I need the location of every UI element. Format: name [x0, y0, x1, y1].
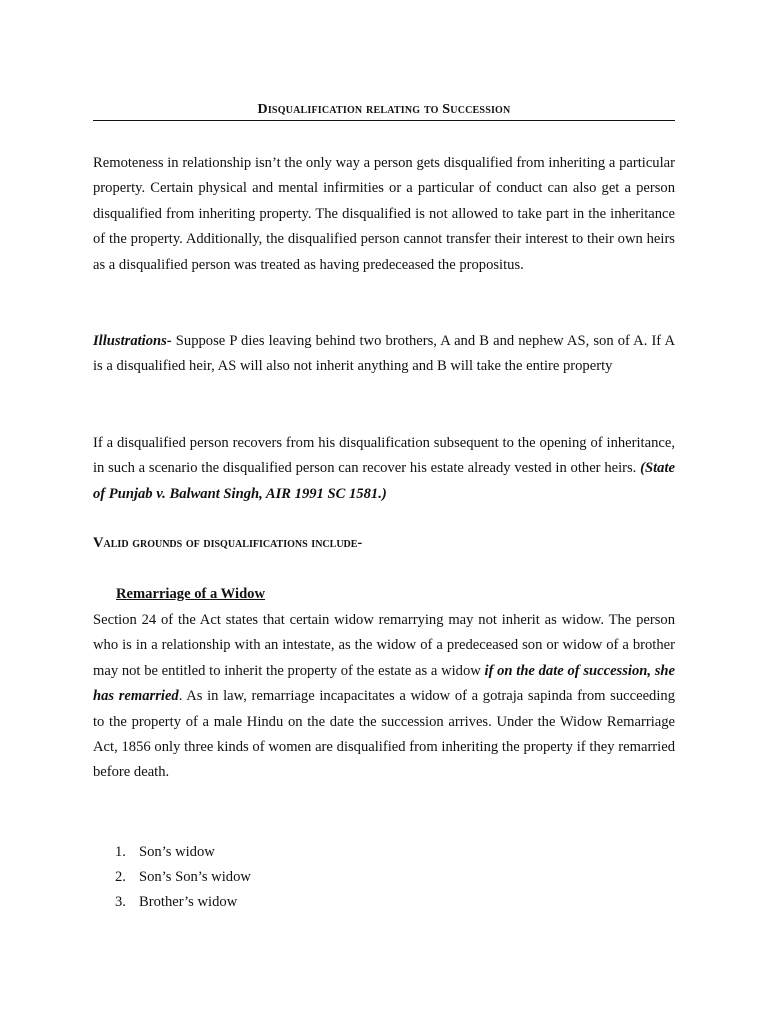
title-underline-rule	[93, 120, 675, 121]
case-citation: (State of Punjab v. Balwant Singh, AIR 1991 SC 1581.)	[93, 460, 675, 502]
illustration-label: Illustrations-	[93, 333, 172, 349]
list-item-text: Son’s widow	[139, 844, 215, 860]
list-item-text: Son’s Son’s widow	[139, 869, 251, 885]
grounds-heading: Valid grounds of disqualifications include-	[93, 535, 363, 551]
list-item	[93, 890, 251, 915]
remarriage-paragraph	[93, 608, 675, 786]
list-item-number: 2.	[115, 869, 126, 885]
list-item	[93, 865, 251, 890]
remarriage-text-before: Section 24 of the Act states that certain widow remarrying may not inherit as widow. The person who is in a relationship with an intestate, as the widow of a predeceased son or widow of a brother may not be entitled to inherit the property of the estate as a widow	[93, 612, 675, 679]
intro-paragraph: Remoteness in relationship isn’t the only way a person gets disqualified from inheriting a particular property. Certain physical and mental infirmities or a particular of conduct can also get a person disqualified from inheriting property. The disqualified is not allowed to take part in the inheritance of the property. Additionally, the disqualified person cannot transfer their interest to their own heirs as a disqualified person was treated as having predeceased the propositus.	[93, 155, 675, 273]
illustration-paragraph	[93, 329, 675, 380]
illustration-text: Suppose P dies leaving behind two brothers, A and B and nephew AS, son of A. If A is a disqualified heir, AS will also not inherit anything and B will take the entire property	[93, 333, 675, 375]
page-title: Disqualification relating to Succession	[257, 102, 511, 117]
list-item-number: 1.	[115, 844, 126, 860]
list-item-text: Brother’s widow	[139, 894, 238, 910]
remarriage-text-after: . As in law, remarriage incapacitates a widow of a gotraja sapinda from succeeding to the property of a male Hindu on the date the succession arrives. Under the Widow Remarriage Act, 1856 only three kinds of women are disqualified from inheriting the property if they remarried before death.	[93, 688, 676, 781]
remarriage-heading: Remarriage of a Widow	[116, 586, 266, 602]
recovery-text: If a disqualified person recovers from his disqualification subsequent to the opening of inheritance, in such a scenario the disqualified person can recover his estate already vested in other heirs.	[93, 435, 675, 477]
widow-list	[93, 840, 251, 915]
list-item	[93, 840, 251, 865]
recovery-paragraph	[93, 431, 675, 507]
remarriage-emphasis: if on the date of succession, she has remarried	[93, 662, 675, 705]
list-item-number: 3.	[115, 894, 126, 910]
